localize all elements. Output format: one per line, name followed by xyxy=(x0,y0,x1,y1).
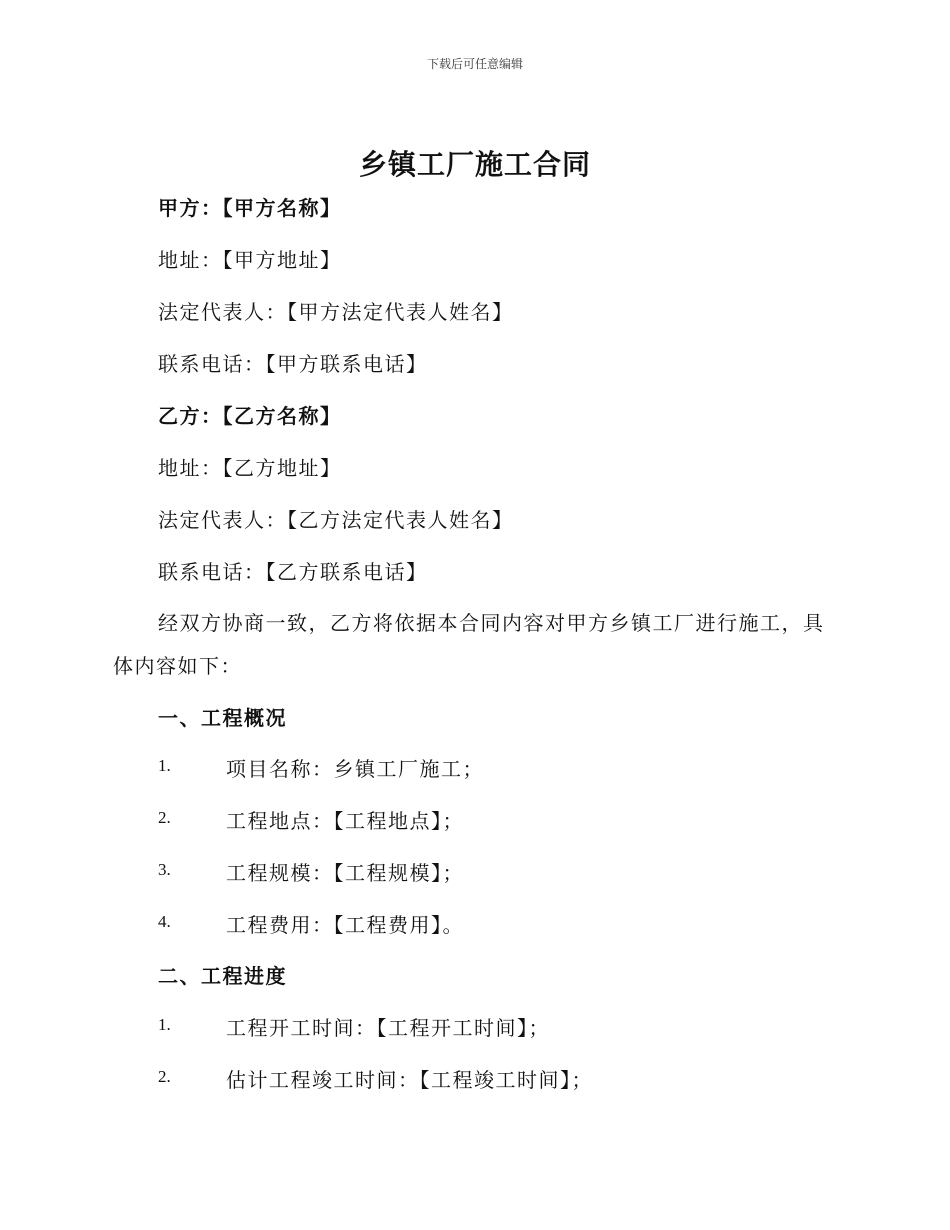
list-item: 项目名称：乡镇工厂施工； xyxy=(226,757,484,781)
list-item: 估计工程竣工时间：【工程竣工时间】； xyxy=(226,1068,593,1092)
party-b-phone: 联系电话：【乙方联系电话】 xyxy=(158,560,428,584)
party-a-name: 甲方：【甲方名称】 xyxy=(158,196,342,220)
list-item: 工程规模：【工程规模】； xyxy=(226,861,464,885)
list-item-number: 3. xyxy=(158,860,171,879)
list-item: 工程地点：【工程地点】； xyxy=(226,809,464,833)
list-item-number: 4. xyxy=(158,912,171,931)
section-heading-progress: 二、工程进度 xyxy=(158,964,287,988)
document-title: 乡镇工厂施工合同 xyxy=(358,148,591,181)
list-item-number: 2. xyxy=(158,1067,171,1086)
section-heading-overview: 一、工程概况 xyxy=(158,706,287,730)
intro-paragraph-line-2: 体内容如下： xyxy=(113,654,242,678)
party-a-address: 地址：【甲方地址】 xyxy=(158,248,342,272)
list-item: 工程费用：【工程费用】。 xyxy=(226,913,464,937)
party-b-representative: 法定代表人：【乙方法定代表人姓名】 xyxy=(158,508,514,532)
party-a-phone: 联系电话：【甲方联系电话】 xyxy=(158,352,428,376)
party-b-name: 乙方：【乙方名称】 xyxy=(158,404,342,428)
intro-paragraph-line-1: 经双方协商一致，乙方将依据本合同内容对甲方乡镇工厂进行施工，具 xyxy=(158,611,825,635)
list-item-number: 2. xyxy=(158,808,171,827)
page-header: 下载后可任意编辑 xyxy=(426,57,523,71)
list-item: 工程开工时间：【工程开工时间】； xyxy=(226,1016,550,1040)
list-item-number: 1. xyxy=(158,756,171,775)
party-b-address: 地址：【乙方地址】 xyxy=(158,456,342,480)
party-a-representative: 法定代表人：【甲方法定代表人姓名】 xyxy=(158,300,514,324)
list-item-number: 1. xyxy=(158,1015,171,1034)
